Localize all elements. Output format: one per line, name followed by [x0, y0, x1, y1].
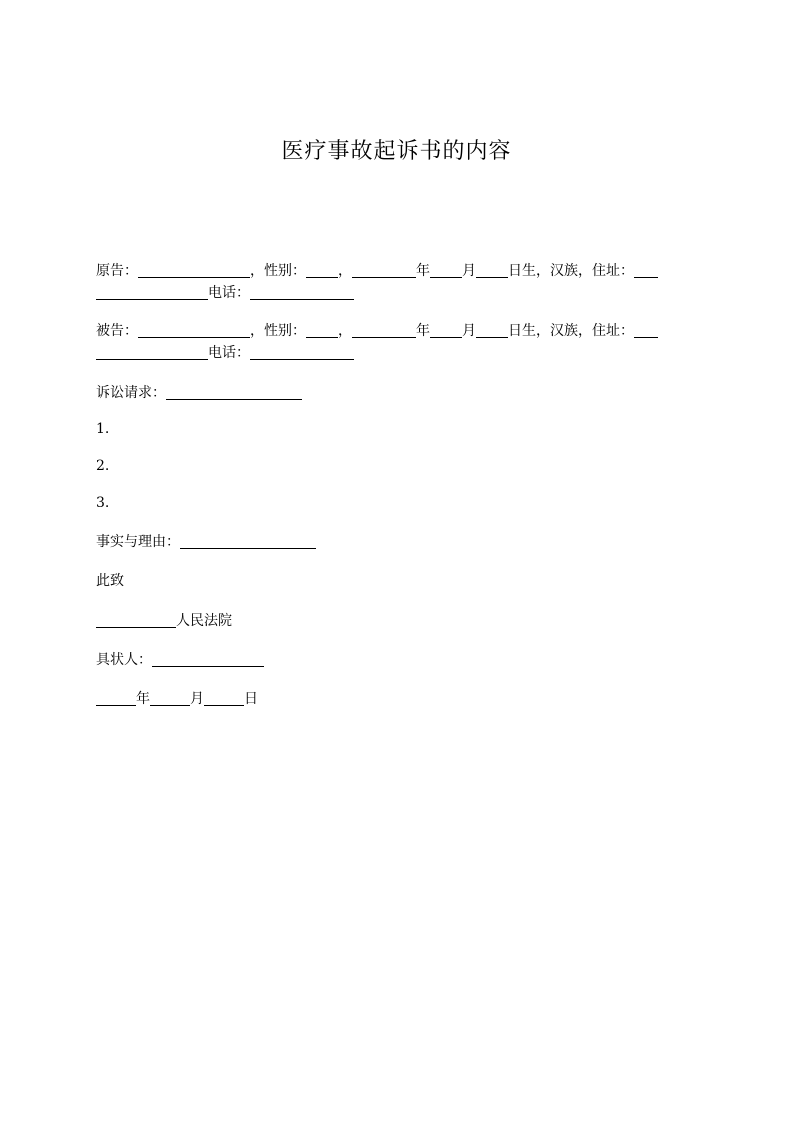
court-suffix: 人民法院 [176, 613, 232, 629]
defendant-comma: ， [338, 323, 352, 339]
plaintiff-gender-label: ，性别： [250, 263, 306, 279]
defendant-phone-label: 电话： [208, 345, 250, 361]
claims-label: 诉讼请求： [96, 385, 166, 401]
plaintiff-birth-month-blank[interactable] [430, 263, 462, 278]
defendant-birth-month-blank[interactable] [430, 323, 462, 338]
plaintiff-year-label: 年 [416, 263, 430, 279]
plaintiff-phone-label: 电话： [208, 285, 250, 301]
claim-item-3: 3. [96, 495, 110, 511]
claims-blank[interactable] [166, 385, 302, 400]
signer-label: 具状人： [96, 652, 152, 668]
plaintiff-month-label: 月 [462, 263, 476, 279]
plaintiff-address-continued-blank[interactable] [96, 285, 208, 300]
defendant-label: 被告： [96, 323, 138, 339]
plaintiff-label: 原告： [96, 263, 138, 279]
defendant-birth-day-blank[interactable] [476, 323, 508, 338]
plaintiff-line-2 [96, 284, 354, 302]
defendant-phone-blank[interactable] [250, 345, 354, 360]
salutation: 此致 [96, 573, 124, 589]
plaintiff-birth-year-blank[interactable] [352, 263, 416, 278]
plaintiff-address-blank[interactable] [634, 263, 658, 278]
date-day-label: 日 [244, 691, 258, 707]
claim-item-1: 1. [96, 421, 110, 437]
defendant-year-label: 年 [416, 323, 430, 339]
defendant-address-continued-blank[interactable] [96, 345, 208, 360]
defendant-day-address-label: 日生，汉族，住址： [508, 323, 634, 339]
plaintiff-day-address-label: 日生，汉族，住址： [508, 263, 634, 279]
plaintiff-line-1 [96, 262, 658, 280]
signer-line [96, 651, 264, 669]
defendant-gender-blank[interactable] [306, 323, 338, 338]
defendant-name-blank[interactable] [138, 323, 250, 338]
date-year-blank[interactable] [96, 691, 136, 706]
date-year-label: 年 [136, 691, 150, 707]
document-title: 医疗事故起诉书的内容 [281, 139, 512, 164]
plaintiff-phone-blank[interactable] [250, 285, 354, 300]
date-month-blank[interactable] [150, 691, 190, 706]
facts-line [96, 533, 316, 551]
date-day-blank[interactable] [204, 691, 244, 706]
date-line [96, 690, 258, 708]
plaintiff-comma: ， [338, 263, 352, 279]
plaintiff-birth-day-blank[interactable] [476, 263, 508, 278]
plaintiff-name-blank[interactable] [138, 263, 250, 278]
plaintiff-gender-blank[interactable] [306, 263, 338, 278]
defendant-month-label: 月 [462, 323, 476, 339]
defendant-line-2 [96, 344, 354, 362]
defendant-birth-year-blank[interactable] [352, 323, 416, 338]
defendant-gender-label: ，性别： [250, 323, 306, 339]
court-name-blank[interactable] [96, 613, 176, 628]
date-month-label: 月 [190, 691, 204, 707]
defendant-address-blank[interactable] [634, 323, 658, 338]
facts-blank[interactable] [180, 534, 316, 549]
court-line [96, 612, 232, 630]
signer-blank[interactable] [152, 652, 264, 667]
claims-line [96, 384, 302, 402]
defendant-line-1 [96, 322, 658, 340]
claim-item-2: 2. [96, 458, 110, 474]
facts-label: 事实与理由： [96, 534, 180, 550]
